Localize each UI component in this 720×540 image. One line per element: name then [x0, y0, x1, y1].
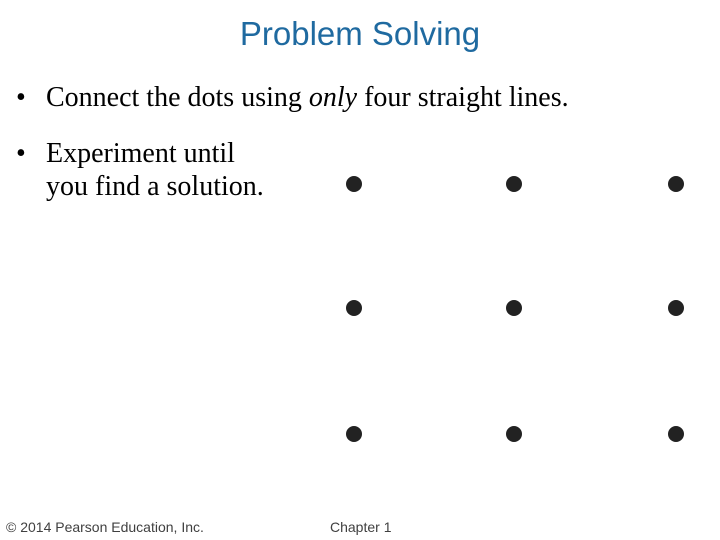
dot	[346, 426, 362, 442]
dot	[668, 300, 684, 316]
footer-copyright: © 2014 Pearson Education, Inc.	[6, 519, 204, 535]
bullet-experiment	[16, 137, 336, 203]
dot	[506, 176, 522, 192]
dot	[346, 300, 362, 316]
bullet-text-line: you find a solution.	[46, 171, 264, 202]
bullet-marker: •	[16, 82, 26, 113]
bullet-text-part: Connect the dots using	[46, 82, 309, 113]
bullet-emphasis: only	[308, 82, 358, 113]
bullet-marker: •	[16, 138, 26, 169]
dot	[346, 176, 362, 192]
bullet-text-part: four straight lines.	[357, 82, 569, 113]
slide-title: Problem Solving	[239, 15, 481, 52]
bullet-connect-dots	[16, 81, 716, 114]
dot	[506, 426, 522, 442]
dot	[506, 300, 522, 316]
footer-chapter: Chapter 1	[330, 519, 392, 535]
dot	[668, 176, 684, 192]
bullet-text	[46, 81, 716, 114]
dot	[668, 426, 684, 442]
bullet-text-line: Experiment until	[46, 138, 235, 169]
